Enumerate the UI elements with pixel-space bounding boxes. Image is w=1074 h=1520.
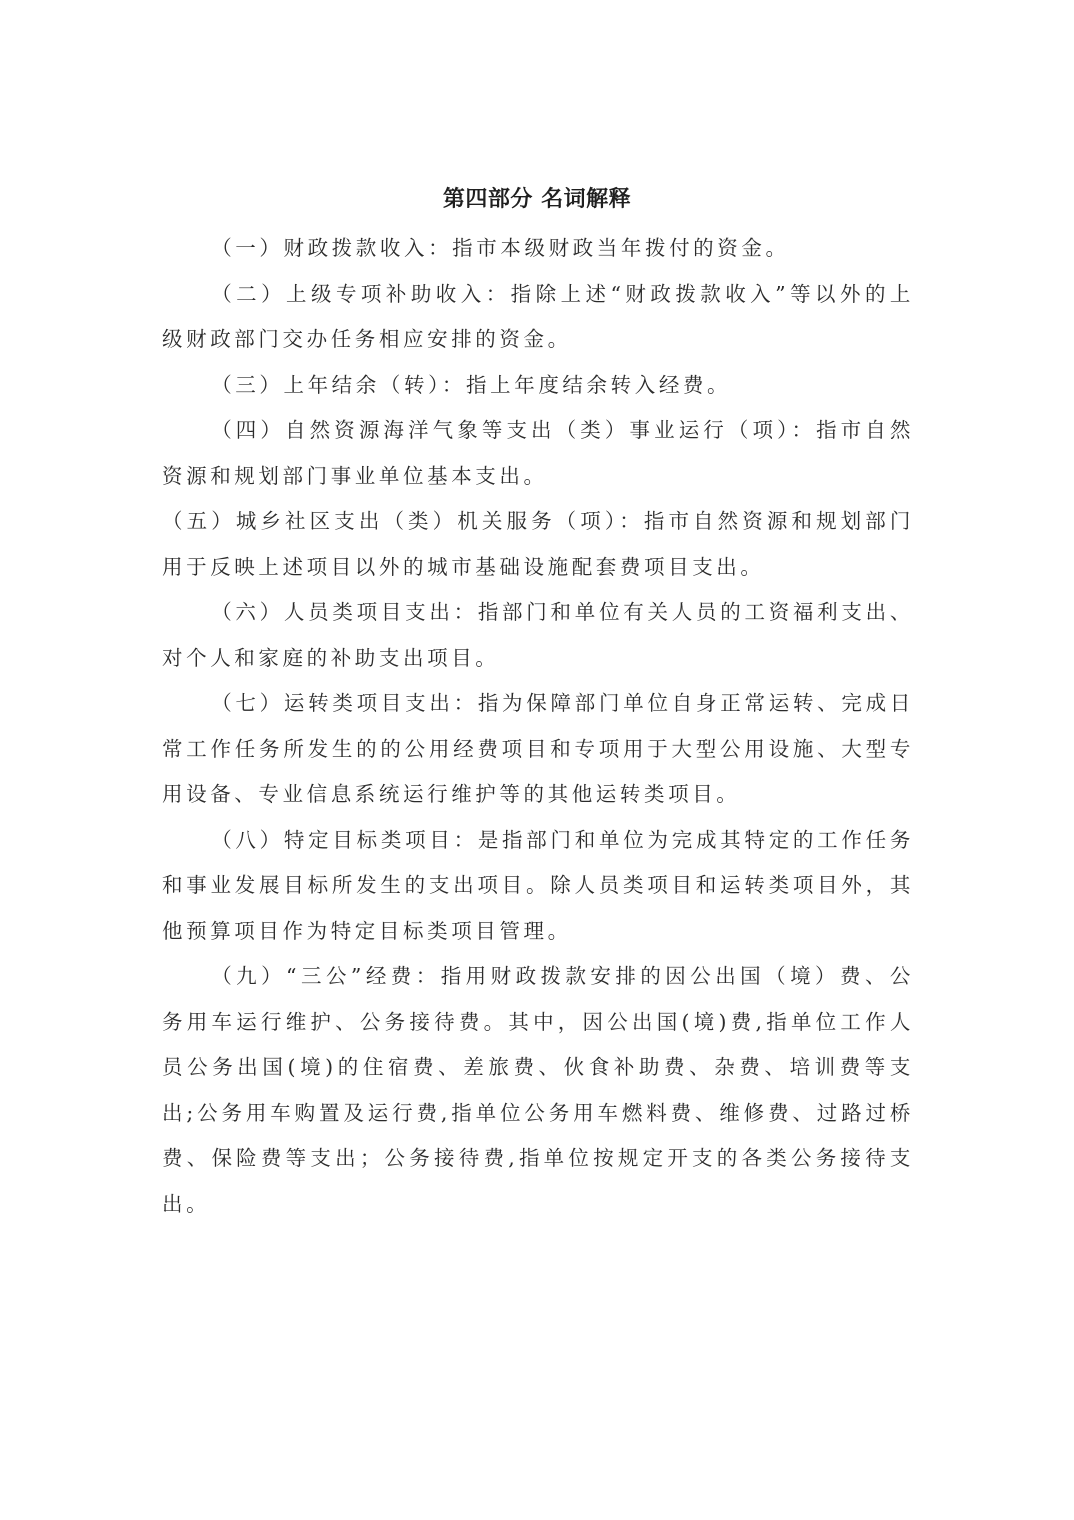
paragraph-8: （八）特定目标类项目：是指部门和单位为完成其特定的工作任务和事业发展目标所发生的支出项目。除人员类项目和运转类项目外，其他预算项目作为特定目标类项目管理。 bbox=[162, 827, 914, 943]
paragraph-2: （二）上级专项补助收入：指除上述“财政拨款收入”等以外的上级财政部门交办任务相应安排的资金。 bbox=[162, 281, 914, 351]
paragraph-9: （九）“三公”经费：指用财政拨款安排的因公出国（境）费、公务用车运行维护、公务接待费。其中，因公出国(境)费,指单位工作人员公务出国(境)的住宿费、差旅费、伙食补助费、杂费、培训费等支出;公务用车购置及运行费,指单位公务用车燃料费、维修费、过路过桥费、保险费等支出；公务接待费,指单位按规定开支的各类公务接待支出。 bbox=[162, 964, 914, 1216]
paragraph-1: （一）财政拨款收入：指市本级财政当年拨付的资金。 bbox=[211, 236, 790, 260]
paragraph-6: （六）人员类项目支出：指部门和单位有关人员的工资福利支出、对个人和家庭的补助支出项目。 bbox=[162, 600, 914, 670]
paragraph-7: （七）运转类项目支出：指为保障部门单位自身正常运转、完成日常工作任务所发生的的公用经费项目和专项用于大型公用设施、大型专用设备、专业信息系统运行维护等的其他运转类项目。 bbox=[162, 691, 914, 806]
paragraph-3: （三）上年结余（转）：指上年度结余转入经费。 bbox=[211, 372, 732, 397]
document-body bbox=[162, 226, 914, 1227]
paragraph-5: （五）城乡社区支出（类）机关服务（项）：指市自然资源和规划部门用于反映上述项目以外的城市基础设施配套费项目支出。 bbox=[162, 509, 914, 579]
paragraph-4: （四）自然资源海洋气象等支出（类）事业运行（项）：指市自然资源和规划部门事业单位基本支出。 bbox=[162, 418, 914, 488]
page-title: 第四部分 名词解释 bbox=[442, 187, 632, 212]
